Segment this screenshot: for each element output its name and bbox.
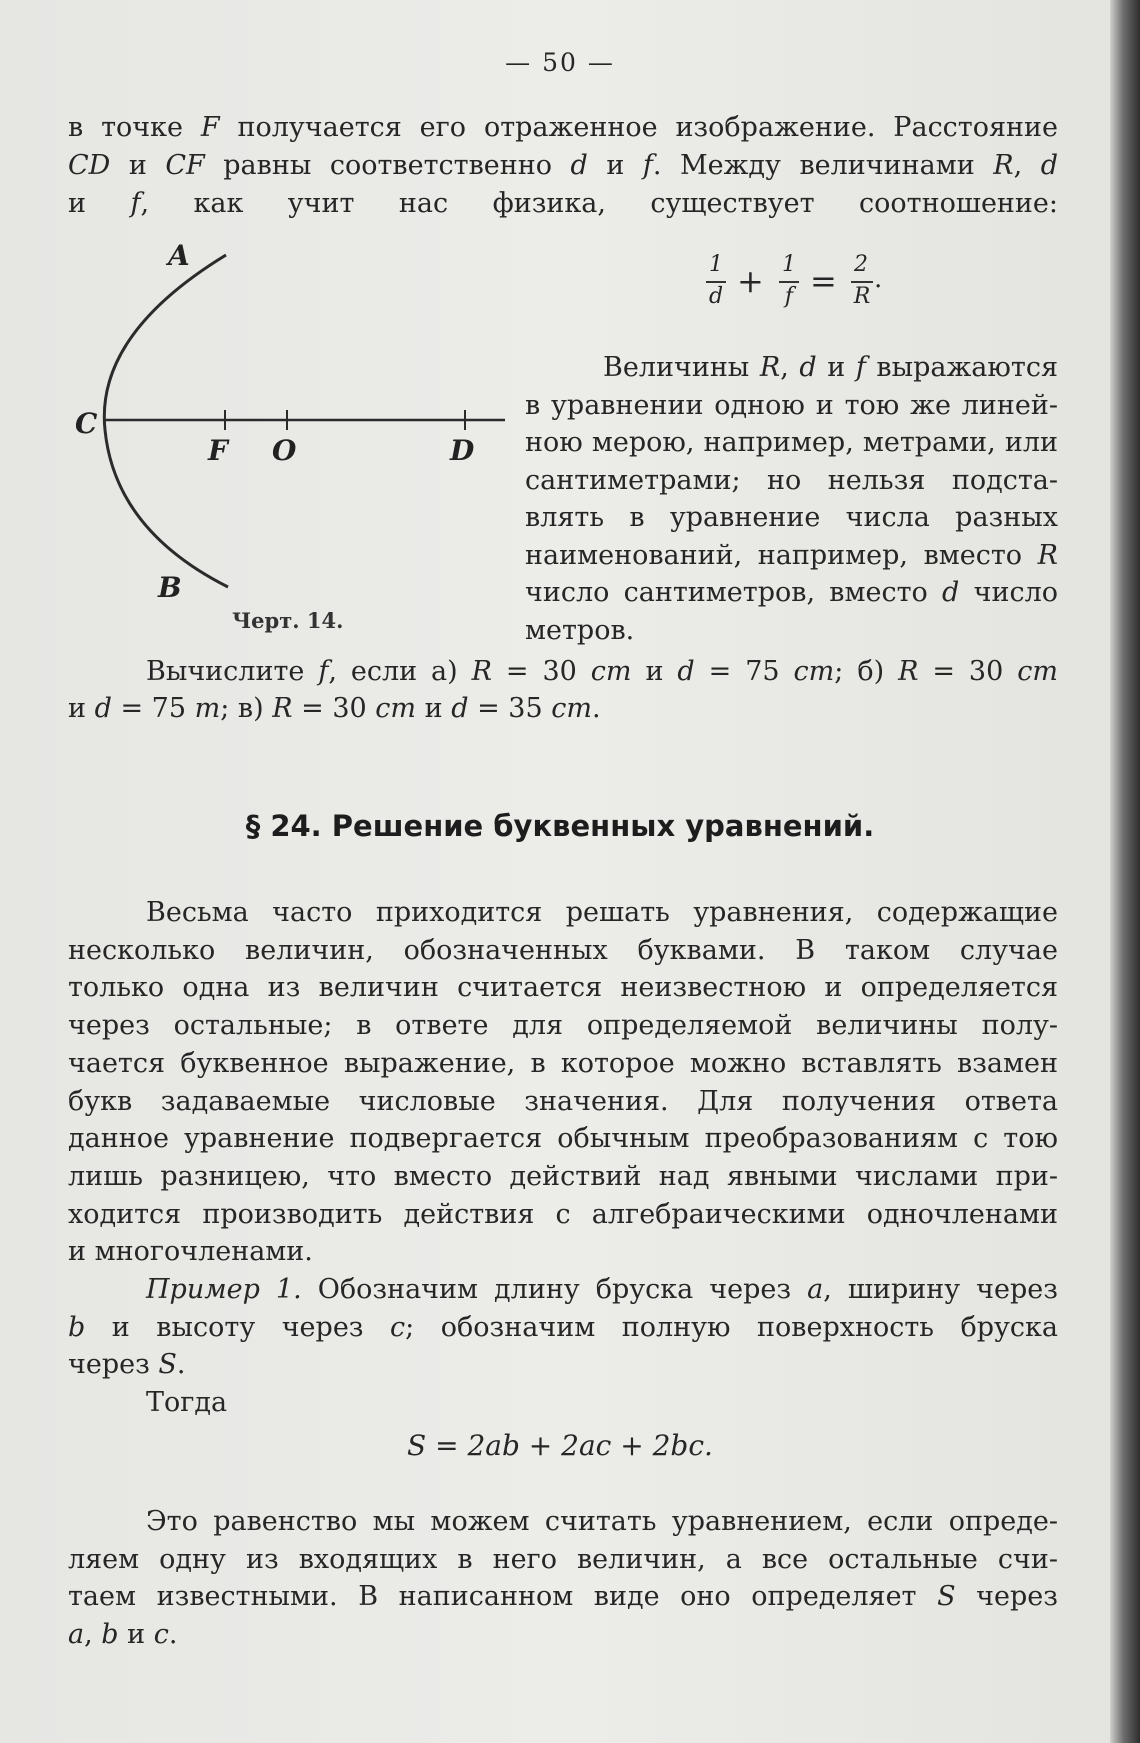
italic-run: c xyxy=(390,1311,406,1343)
text-run: = 75 xyxy=(694,656,794,687)
italic-run: R xyxy=(993,150,1014,181)
text-run: и xyxy=(631,656,678,687)
text-run: ляем одну из входящих в него величин, а все остальные счи- xyxy=(68,1543,1058,1575)
label-a: A xyxy=(168,239,190,272)
text-run: . xyxy=(176,1349,186,1381)
text-run: равны соответственно xyxy=(204,150,571,181)
text-line xyxy=(68,110,1058,146)
label-o: O xyxy=(272,434,297,467)
text-line xyxy=(68,148,1058,184)
text-run: ; обозначим полную поверхность бруска xyxy=(405,1311,1058,1343)
text-line xyxy=(68,1617,1058,1653)
text-run: = 30 xyxy=(292,693,376,724)
italic-run: d xyxy=(94,693,112,724)
text-run: число xyxy=(959,577,1058,608)
text-line xyxy=(68,691,1058,727)
text-line xyxy=(525,500,1058,536)
italic-run: R xyxy=(898,656,919,687)
italic-run: CF xyxy=(165,150,205,181)
italic-run: CD xyxy=(68,150,111,181)
italic-run: cm xyxy=(793,656,835,687)
text-run: метров. xyxy=(525,614,635,646)
text-run: ходится производить действия с алгебраическими одночленами xyxy=(68,1198,1058,1230)
label-d: D xyxy=(450,434,475,467)
text-line xyxy=(525,463,1058,499)
formula-denominator-3: R xyxy=(853,284,871,309)
formula-numerator-2: 1 xyxy=(782,252,796,277)
italic-run: b xyxy=(68,1311,86,1343)
text-run: и xyxy=(118,1618,154,1650)
text-run: = 30 xyxy=(491,656,591,687)
label-f: F xyxy=(208,434,228,467)
text-line xyxy=(525,613,1058,649)
text-run: и высоту через xyxy=(85,1311,391,1343)
text-run: и xyxy=(110,150,166,181)
italic-run: d xyxy=(1040,150,1058,181)
italic-run: F xyxy=(200,112,220,143)
text-line xyxy=(525,538,1058,574)
fraction-bar xyxy=(706,281,726,283)
italic-run: c xyxy=(153,1618,169,1650)
italic-run: d xyxy=(570,150,588,181)
surface-formula: S = 2ab + 2ac + 2bc. xyxy=(407,1429,713,1462)
text-run: наименований, например, вместо xyxy=(525,539,1038,571)
italic-run: d xyxy=(942,577,960,608)
italic-run: f xyxy=(642,150,653,181)
italic-run: S xyxy=(937,1581,956,1612)
text-run: и xyxy=(68,693,95,724)
text-line xyxy=(68,1046,1058,1082)
formula-period: . xyxy=(874,264,883,294)
text-line xyxy=(68,1234,1058,1270)
text-run: = 75 xyxy=(111,693,195,724)
formula-numerator-1: 1 xyxy=(709,252,723,277)
italic-run: R xyxy=(1037,539,1058,571)
italic-run: cm xyxy=(551,693,592,724)
text-line xyxy=(68,1197,1058,1233)
text-run: , как учит нас физика, существует соотношение: xyxy=(140,188,1058,219)
text-run: , если а) xyxy=(328,656,472,687)
text-line xyxy=(146,654,1058,690)
italic-run: R xyxy=(471,656,492,687)
text-run: . xyxy=(168,1618,178,1650)
text-line xyxy=(68,1347,1058,1383)
figure-caption: Черт. 14. xyxy=(232,608,344,633)
formula-denominator-2: f xyxy=(784,284,794,309)
text-run: в уравнении одною и тою же линей- xyxy=(525,389,1058,421)
text-line xyxy=(525,575,1058,611)
label-c: C xyxy=(75,407,98,440)
italic-run: a xyxy=(68,1618,85,1650)
page-binding-shadow xyxy=(1110,0,1140,1743)
text-run: ною мерою, например, метрами, или xyxy=(525,427,1058,458)
text-line xyxy=(68,1159,1058,1195)
text-run: таем известными. В написанном виде оно определяет xyxy=(68,1581,938,1612)
text-run: и xyxy=(68,188,131,219)
text-run: = 30 xyxy=(918,656,1018,687)
text-run: Величины xyxy=(603,352,760,383)
text-line xyxy=(146,1385,1058,1421)
text-line xyxy=(525,388,1058,424)
text-line xyxy=(68,1310,1058,1346)
text-run: = 35 xyxy=(468,693,552,724)
text-run: в точке xyxy=(68,112,201,143)
text-line xyxy=(68,1542,1058,1578)
italic-run: d xyxy=(451,693,469,724)
text-run: выражаются xyxy=(865,352,1058,383)
italic-run: cm xyxy=(590,656,632,687)
text-run: через xyxy=(68,1349,159,1381)
italic-run: cm xyxy=(1017,656,1058,687)
text-run: , xyxy=(1013,150,1041,181)
italic-run: a xyxy=(807,1274,824,1305)
text-run: ; б) xyxy=(834,656,899,687)
text-line xyxy=(525,425,1058,461)
text-run: лишь разницею, что вместо действий над явными числами при- xyxy=(68,1160,1058,1192)
text-line xyxy=(603,350,1058,386)
italic-run: f xyxy=(130,188,141,219)
italic-run: d xyxy=(799,352,817,383)
label-b: B xyxy=(158,571,182,604)
text-line xyxy=(68,1084,1058,1120)
text-line xyxy=(68,186,1058,222)
italic-run: b xyxy=(101,1618,119,1650)
text-run: и многочленами. xyxy=(68,1236,313,1268)
text-line xyxy=(146,1504,1058,1540)
page-number: — 50 — xyxy=(505,48,615,77)
text-line xyxy=(68,1008,1058,1044)
text-run: . Между величинами xyxy=(652,150,994,181)
equals-sign: = xyxy=(810,262,837,300)
text-run: только одна из величин считается неизвестною и определяется xyxy=(68,972,1058,1004)
text-run: Обозначим длину бруска через xyxy=(301,1274,808,1305)
text-run: влять в уравнение числа разных xyxy=(525,502,1058,533)
text-run: , xyxy=(84,1618,102,1650)
text-run: через xyxy=(955,1581,1059,1612)
text-run: число сантиметров, вместо xyxy=(525,577,943,608)
italic-run: d xyxy=(677,656,695,687)
fraction-bar xyxy=(851,281,873,283)
text-run: данное уравнение подвергается обычным преобразованиям с тою xyxy=(68,1123,1058,1155)
formula-denominator-1: d xyxy=(708,284,724,309)
text-run: получается его отраженное изображение. Расстояние xyxy=(219,112,1059,143)
text-run: и xyxy=(816,352,856,383)
text-line xyxy=(146,895,1058,931)
text-run: , ширину через xyxy=(823,1274,1058,1305)
text-line xyxy=(68,1579,1058,1615)
italic-run: R xyxy=(272,693,293,724)
italic-run: f xyxy=(855,352,866,383)
plus-sign: + xyxy=(737,262,764,300)
italic-run: f xyxy=(318,656,329,687)
italic-run: S xyxy=(158,1349,177,1381)
text-line xyxy=(146,1272,1058,1308)
text-run: . xyxy=(591,693,601,724)
text-line xyxy=(68,970,1058,1006)
italic-run: Пример 1. xyxy=(146,1274,302,1305)
text-run: Это равенство мы можем считать уравнением, если опреде- xyxy=(146,1506,1058,1537)
text-run: Весьма часто приходится решать уравнения, содержащие xyxy=(146,897,1058,928)
fraction-bar xyxy=(779,281,799,283)
text-run: сантиметрами; но нельзя подста- xyxy=(525,464,1058,496)
text-line xyxy=(68,1121,1058,1157)
section-title: § 24. Решение буквенных уравнений. xyxy=(245,809,875,843)
text-run: букв задаваемые числовые значения. Для получения ответа xyxy=(68,1085,1058,1117)
text-run: ; в) xyxy=(220,693,273,724)
italic-run: m xyxy=(194,693,221,724)
text-run: и xyxy=(416,693,452,724)
text-run: Вычислите xyxy=(146,656,319,687)
text-run: и xyxy=(587,150,643,181)
text-run: несколько величин, обозначенных буквами. В таком случае xyxy=(68,934,1058,966)
text-run: чается буквенное выражение, в которое можно вставлять взамен xyxy=(68,1047,1058,1079)
text-run: через остальные; в ответе для определяемой величины полу- xyxy=(68,1010,1058,1042)
formula-numerator-3: 2 xyxy=(854,252,868,277)
italic-run: cm xyxy=(375,693,417,724)
mirror-diagram xyxy=(60,235,520,615)
text-run: Тогда xyxy=(146,1387,228,1419)
text-run: , xyxy=(780,352,800,383)
text-line xyxy=(68,933,1058,969)
italic-run: R xyxy=(759,352,781,383)
